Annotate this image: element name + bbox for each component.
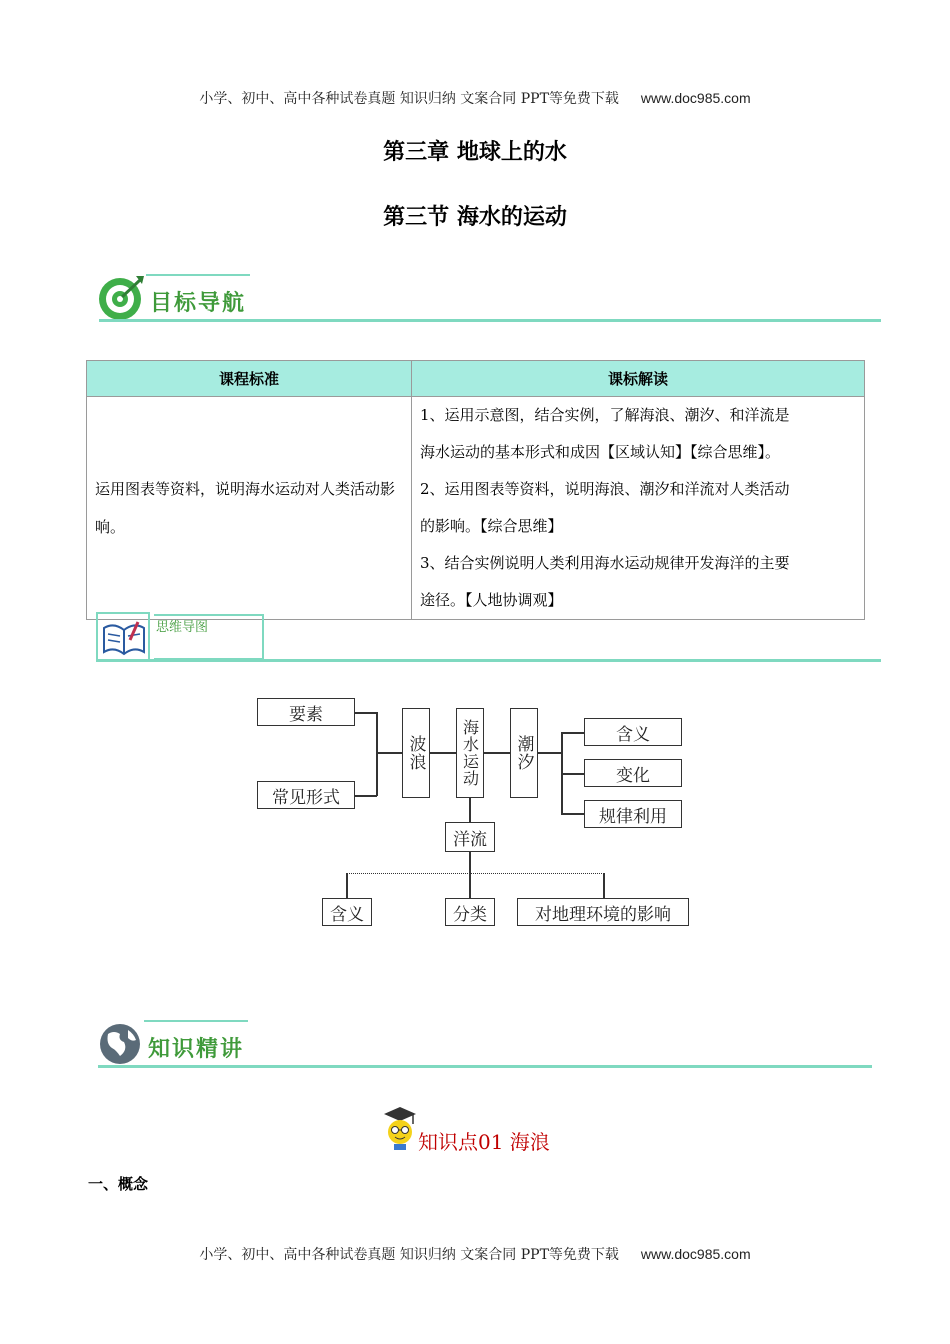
connector-line [561,732,584,734]
connector-line [484,752,510,754]
chapter-title: 第三章 地球上的水 [383,140,567,165]
banner-knowledge-line [98,1065,872,1068]
connector-line [561,813,584,815]
header-text: 小学、初中、高中各种试卷真题 知识归纳 文案合同 PPT等免费下载 [199,91,619,107]
interpretation-line: 途径。【人地协调观】 [420,591,563,609]
node-tide-meaning: 含义 [584,718,682,746]
node-sea-motion: 海水运动 [456,708,484,798]
banner-top-line [144,1020,248,1022]
interpretation-line: 1、运用示意图，结合实例，了解海浪、潮汐、和洋流是 [420,406,790,424]
node-wave-elements: 要素 [257,698,355,726]
interpretation-line: 的影响。【综合思维】 [420,517,563,535]
footer-url[interactable]: www.doc985.com [640,1246,751,1262]
connector-line [346,873,604,874]
node-tide: 潮汐 [510,708,538,798]
table-header-standard: 课程标准 [87,361,412,397]
connector-line [561,773,584,775]
knowledge-point-heading [380,1104,600,1154]
node-tide-change: 变化 [584,759,682,787]
interpretation-line: 2、运用图表等资料，说明海浪、潮汐和洋流对人类活动 [420,480,790,498]
node-tide-use: 规律利用 [584,800,682,828]
node-wave: 波浪 [402,708,430,798]
banner-mindmap-text: 思维导图 [156,620,209,635]
connector-line [603,873,605,898]
header-url[interactable]: www.doc985.com [640,90,751,106]
node-current-types: 分类 [445,898,495,926]
node-current-impact: 对地理环境的影响 [517,898,689,926]
node-current: 洋流 [445,822,495,852]
connector-line [355,795,377,797]
interpretation-line: 海水运动的基本形式和成因【区域认知】【综合思维】。 [420,443,781,461]
connector-line [430,752,456,754]
node-wave-forms: 常见形式 [257,781,355,809]
connector-line [346,873,348,898]
graduate-icon [380,1104,418,1152]
banner-knowledge [98,1018,878,1070]
page-footer [0,1244,950,1264]
section-title: 第三节 海水的运动 [383,205,567,230]
knowledge-point-title: 知识点01 海浪 [418,1130,550,1154]
connector-line [469,798,471,822]
banner-goal-text: 目标导航 [150,291,247,316]
footer-text: 小学、初中、高中各种试卷真题 知识归纳 文案合同 PPT等免费下载 [199,1247,619,1263]
globe-icon [98,1020,146,1068]
standard-text: 运用图表等资料，说明海水运动对人类活动影响。 [95,480,396,536]
connector-line [355,712,377,714]
banner-knowledge-text: 知识精讲 [148,1037,245,1062]
subheading-concept: 一、概念 [88,1175,149,1193]
interpretation-line: 3、结合实例说明人类利用海水运动规律开发海洋的主要 [420,554,790,572]
connector-line [538,752,562,754]
table-header-interpretation: 课标解读 [412,361,865,397]
connector-line [376,752,402,754]
node-current-meaning: 含义 [322,898,372,926]
connector-line [376,712,378,796]
connector-line [469,852,471,898]
